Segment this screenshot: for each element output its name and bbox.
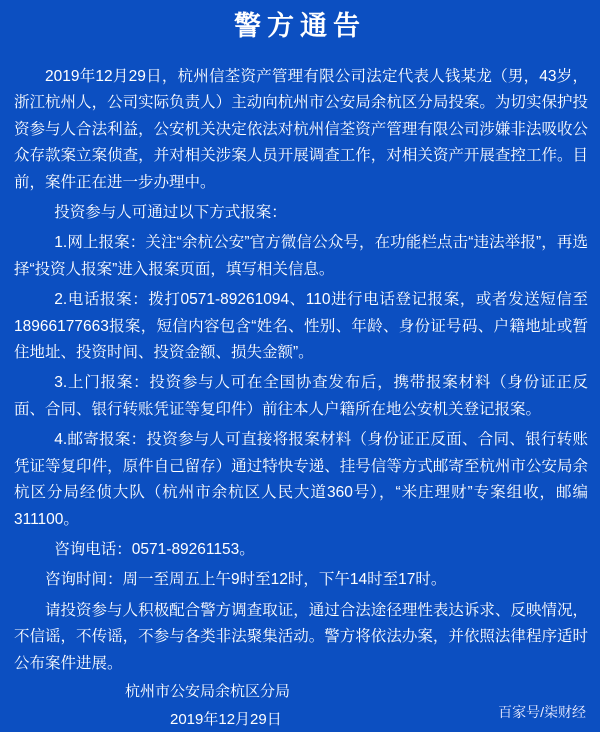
- paragraph-intro: 2019年12月29日，杭州信荃资产管理有限公司法定代表人钱某龙（男，43岁，浙江杭州人，公司实际负责人）主动向杭州市公安局余杭区分局投案。为切实保护投资参与人合法利益，公安机关决定依法对杭州信荃资产管理有限公司涉嫌非法吸收公众存款案立案侦查，并对相关涉案人员开展调查工作，对相关资产开展查控工作。目前，案件正在进一步办理中。: [14, 68, 588, 191]
- watermark: 百家号/柒财经: [498, 704, 586, 720]
- notice-body: [14, 64, 588, 677]
- signature: 杭州市公安局余杭区分局: [125, 683, 291, 700]
- paragraph-hotline: 咨询电话：0571-89261153。: [54, 540, 255, 558]
- paragraph-closing: 请投资参与人积极配合警方调查取证，通过合法途径理性表达诉求、反映情况，不信谣，不传谣，不参与各类非法聚集活动。警方将依法办案，并依照法律程序适时公布案件进展。: [14, 601, 588, 672]
- notice-title: 警方通告: [234, 11, 366, 41]
- paragraph-phone-report: 2.电话报案：拨打0571-89261094、110进行电话登记报案，或者发送短信至18966177663报案，短信内容包含“姓名、性别、年龄、身份证号码、户籍地址或暂住地址、投资时间、投资金额、损失金额”。: [14, 291, 588, 362]
- notice-date: 2019年12月29日: [170, 711, 282, 728]
- paragraph-visit-report: 3.上门报案：投资参与人可在全国协查发布后，携带报案材料（身份证正反面、合同、银行转账凭证等复印件）前往本人户籍所在地公安机关登记报案。: [14, 374, 588, 418]
- paragraph-hours: 咨询时间：周一至周五上午9时至12时，下午14时至17时。: [45, 571, 447, 589]
- paragraph-mail-report: 4.邮寄报案：投资参与人可直接将报案材料（身份证正反面、合同、银行转账凭证等复印件，原件自己留存）通过特快专递、挂号信等方式邮寄至杭州市公安局余杭区分局经侦大队（杭州市余杭区人民大道360号），“米庄理财”专案组收，邮编311100。: [14, 431, 588, 528]
- paragraph-report-methods: 投资参与人可通过以下方式报案：: [54, 204, 287, 222]
- paragraph-online-report: 1.网上报案：关注“余杭公安”官方微信公众号，在功能栏点击“违法举报”，再选择“投资人报案”进入报案页面，填写相关信息。: [14, 234, 588, 278]
